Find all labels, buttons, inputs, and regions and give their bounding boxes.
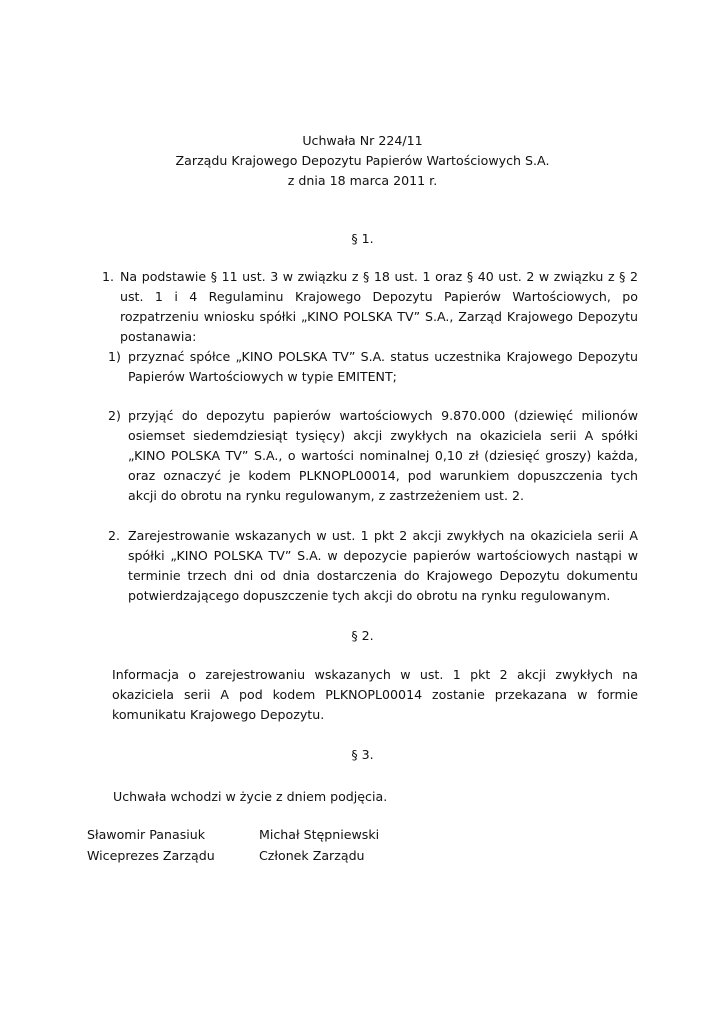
paragraph-text: Na podstawie § 11 ust. 3 w związku z § 18 ust. 1 oraz § 40 ust. 2 w związku z § 2 ust. 1 i 4 Regulaminu Krajowego Depozytu Papierów Wartościowych, po rozpatrzeniu wniosku spółki „KINO POLSKA TV” S.A., Zarząd Krajowego Depozytu postanawia: [120, 269, 638, 344]
sub-item-number: 1) [108, 349, 121, 364]
section-2-text: Informacja o zarejestrowaniu wskazanych w ust. 1 pkt 2 akcji zwykłych na okaziciela serii A pod kodem PLKNOPL00014 zostanie przekazana w formie komunikatu Krajowego Depozytu. [112, 667, 638, 722]
resolution-number: Uchwała Nr 224/11 [302, 133, 423, 148]
issuing-body: Zarządu Krajowego Depozytu Papierów Wartościowych S.A. [175, 153, 550, 168]
signatory-role: Członek Zarządu [259, 848, 365, 863]
paragraph-number: 1. [102, 269, 115, 284]
resolution-date: z dnia 18 marca 2011 r. [287, 173, 438, 188]
signature-left [87, 824, 215, 866]
sub-item-text: przyznać spółce „KINO POLSKA TV” S.A. status uczestnika Krajowego Depozytu Papierów Wartościowych w typie EMITENT; [128, 349, 638, 384]
paragraph-number: 2. [108, 528, 121, 543]
signatory-role: Wiceprezes Zarządu [87, 848, 215, 863]
section-3-text: Uchwała wchodzi w życie z dniem podjęcia. [113, 789, 388, 804]
signature-right [259, 824, 379, 866]
section-2-heading: § 2. [351, 628, 374, 643]
sub-item-1 [108, 347, 638, 387]
section-3-heading: § 3. [351, 747, 374, 762]
resolution-header [0, 131, 725, 191]
sub-item-text: przyjąć do depozytu papierów wartościowych 9.870.000 (dziewięć milionów osiemset siedemdziesiąt tysięcy) akcji zwykłych na okaziciela serii A spółki „KINO POLSKA TV” S.A., o wartości nominalnej 0,10 zł (dziesięć groszy) każda, oraz oznaczyć je kodem PLKNOPL00014, pod warunkiem dopuszczenia tych akcji do obrotu na rynku regulowanym, z zastrzeżeniem ust. 2. [128, 408, 638, 503]
paragraph-text: Zarejestrowanie wskazanych w ust. 1 pkt 2 akcji zwykłych na okaziciela serii A spółki „KINO POLSKA TV” S.A. w depozycie papierów wartościowych nastąpi w terminie trzech dni od dnia dostarczenia do Krajowego Depozytu dokumentu potwierdzającego dopuszczenie tych akcji do obrotu na rynku regulowanym. [128, 528, 638, 603]
signatory-name: Sławomir Panasiuk [87, 827, 206, 842]
paragraph-1-1 [102, 267, 638, 347]
sub-item-2 [108, 406, 638, 506]
paragraph-1-2 [108, 526, 638, 606]
section-1-heading: § 1. [351, 231, 374, 246]
sub-item-number: 2) [108, 408, 121, 423]
signatory-name: Michał Stępniewski [259, 827, 380, 842]
